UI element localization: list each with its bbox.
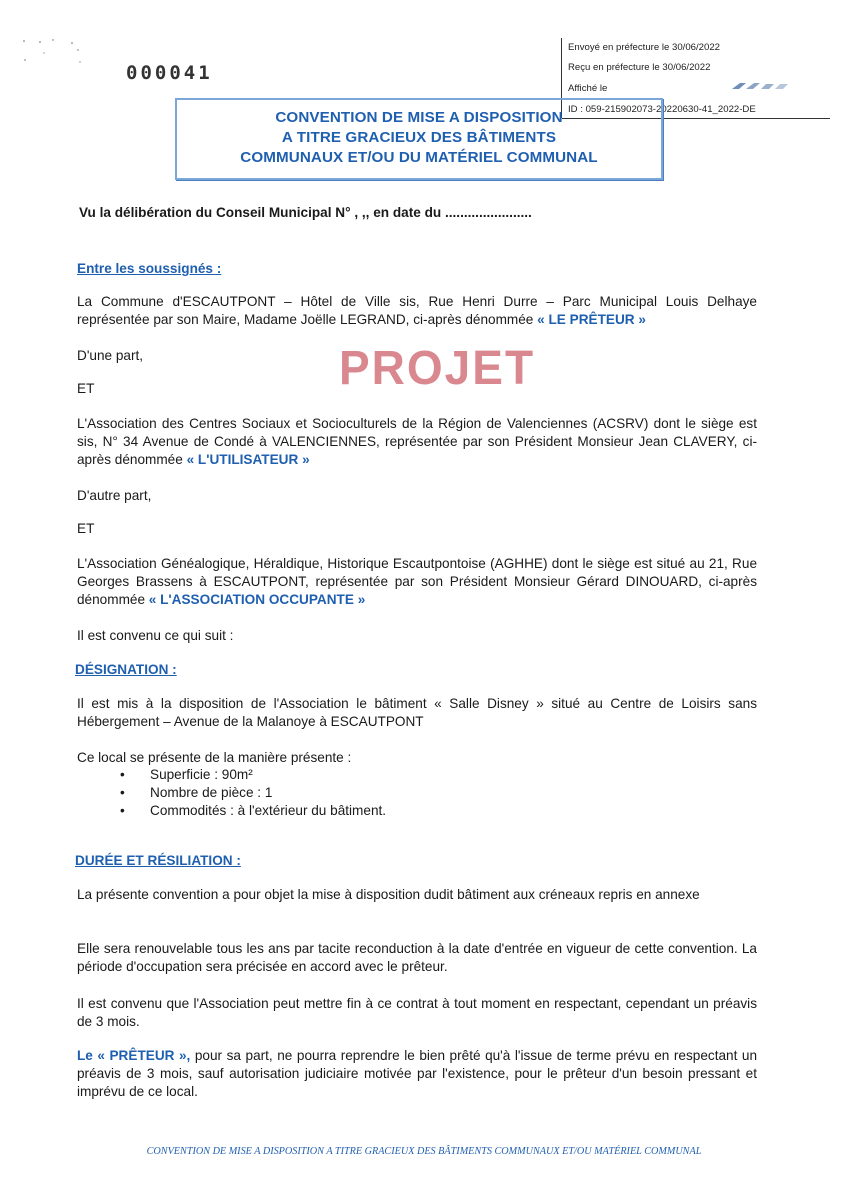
stamp-received: Reçu en préfecture le 30/06/2022 bbox=[568, 62, 711, 73]
duree-paragraph-4-text: pour sa part, ne pourra reprendre le bien prêté qu'à l'issue de terme prévu en respectant un préavis de 3 mois, sauf autorisation judiciaire motivée par l'existence, pour le prêteur d'un besoin pressant et imprévu de ce local. bbox=[77, 1048, 758, 1099]
duree-paragraph-4 bbox=[77, 1047, 757, 1101]
utilisateur-label: « L'UTILISATEUR » bbox=[186, 452, 310, 467]
local-features-list bbox=[120, 766, 386, 820]
title-line-2: A TITRE GRACIEUX DES BÂTIMENTS bbox=[281, 129, 557, 146]
designation-paragraph: Il est mis à la disposition de l'Association le bâtiment « Salle Disney » situé au Centre de Loisirs sans Hébergement – Avenue de la Malanoye à ESCAUTPONT bbox=[77, 696, 757, 729]
stamp-sent: Envoyé en préfecture le 30/06/2022 bbox=[568, 42, 721, 53]
duree-paragraph-3: Il est convenu que l'Association peut mettre fin à ce contrat à tout moment en respectant, cependant un préavis de 3 mois. bbox=[77, 996, 757, 1029]
designation-heading: DÉSIGNATION : bbox=[75, 662, 177, 677]
deliberation-line: Vu la délibération du Conseil Municipal N° , ,, en date du ....................... bbox=[79, 205, 532, 220]
preteur-text: La Commune d'ESCAUTPONT – Hôtel de Ville sis, Rue Henri Durre – Parc Municipal Louis Delhaye représentée par son Maire, Madame Joëlle LEGRAND, ci-après dénommée bbox=[77, 294, 757, 327]
scan-artifacts bbox=[20, 38, 90, 68]
document-number: 000041 bbox=[126, 62, 213, 84]
preteur-label: « LE PRÊTEUR » bbox=[537, 312, 646, 327]
local-intro: Ce local se présente de la manière présente : bbox=[77, 750, 352, 765]
soussignes-heading: Entre les soussignés : bbox=[77, 261, 222, 276]
duree-heading: DURÉE ET RÉSILIATION : bbox=[75, 853, 241, 868]
page-footer: CONVENTION DE MISE A DISPOSITION A TITRE GRACIEUX DES BÂTIMENTS COMMUNAUX ET/OU MATÉRIEL COMMUNAL bbox=[146, 1146, 702, 1157]
convenu-line: Il est convenu ce qui suit : bbox=[77, 628, 234, 643]
slo-logo-icon bbox=[730, 80, 790, 94]
list-item: • Superficie : 90m² bbox=[120, 766, 386, 784]
title-line-3: COMMUNAUX ET/OU DU MATÉRIEL COMMUNAL bbox=[240, 149, 598, 166]
occupante-paragraph bbox=[77, 555, 757, 609]
list-item: • Commodités : à l'extérieur du bâtiment. bbox=[120, 802, 386, 820]
stamp-posted: Affiché le bbox=[568, 83, 608, 94]
occupante-text: L'Association Généalogique, Héraldique, Historique Escautpontoise (AGHHE) dont le siège est situé au 21, Rue Georges Brassens à ESCAUTPONT, représentée par son Président Monsieur Gérard DINOUARD, ci-après dénommée bbox=[77, 556, 757, 607]
duree-paragraph-2: Elle sera renouvelable tous les ans par tacite reconduction à la date d'entrée en vigueur de cette convention. La période d'occupation sera précisée en accord avec le prêteur. bbox=[77, 941, 757, 974]
et-1: ET bbox=[77, 381, 95, 396]
preteur-label-inline: Le « PRÊTEUR », bbox=[77, 1048, 191, 1063]
et-2: ET bbox=[77, 521, 95, 536]
list-item: • Nombre de pièce : 1 bbox=[120, 784, 386, 802]
title-box bbox=[175, 98, 663, 180]
stamp-id: ID : 059-215902073-20220630-41_2022-DE bbox=[568, 104, 756, 115]
title-line-1: CONVENTION DE MISE A DISPOSITION bbox=[275, 109, 563, 126]
duree-paragraph-1: La présente convention a pour objet la mise à disposition dudit bâtiment aux créneaux repris en annexe bbox=[77, 887, 700, 902]
autre-part: D'autre part, bbox=[77, 488, 152, 503]
utilisateur-paragraph bbox=[77, 415, 757, 469]
projet-watermark: PROJET bbox=[339, 339, 536, 395]
une-part: D'une part, bbox=[77, 348, 144, 363]
utilisateur-text: L'Association des Centres Sociaux et Socioculturels de la Région de Valenciennes (ACSRV) dont le siège est sis, N° 34 Avenue de Condé à VALENCIENNES, représentée par son Président Monsieur Jean CLAVERY, ci-après dénommée bbox=[77, 416, 757, 467]
preteur-paragraph bbox=[77, 293, 757, 329]
occupante-label: « L'ASSOCIATION OCCUPANTE » bbox=[148, 592, 366, 607]
